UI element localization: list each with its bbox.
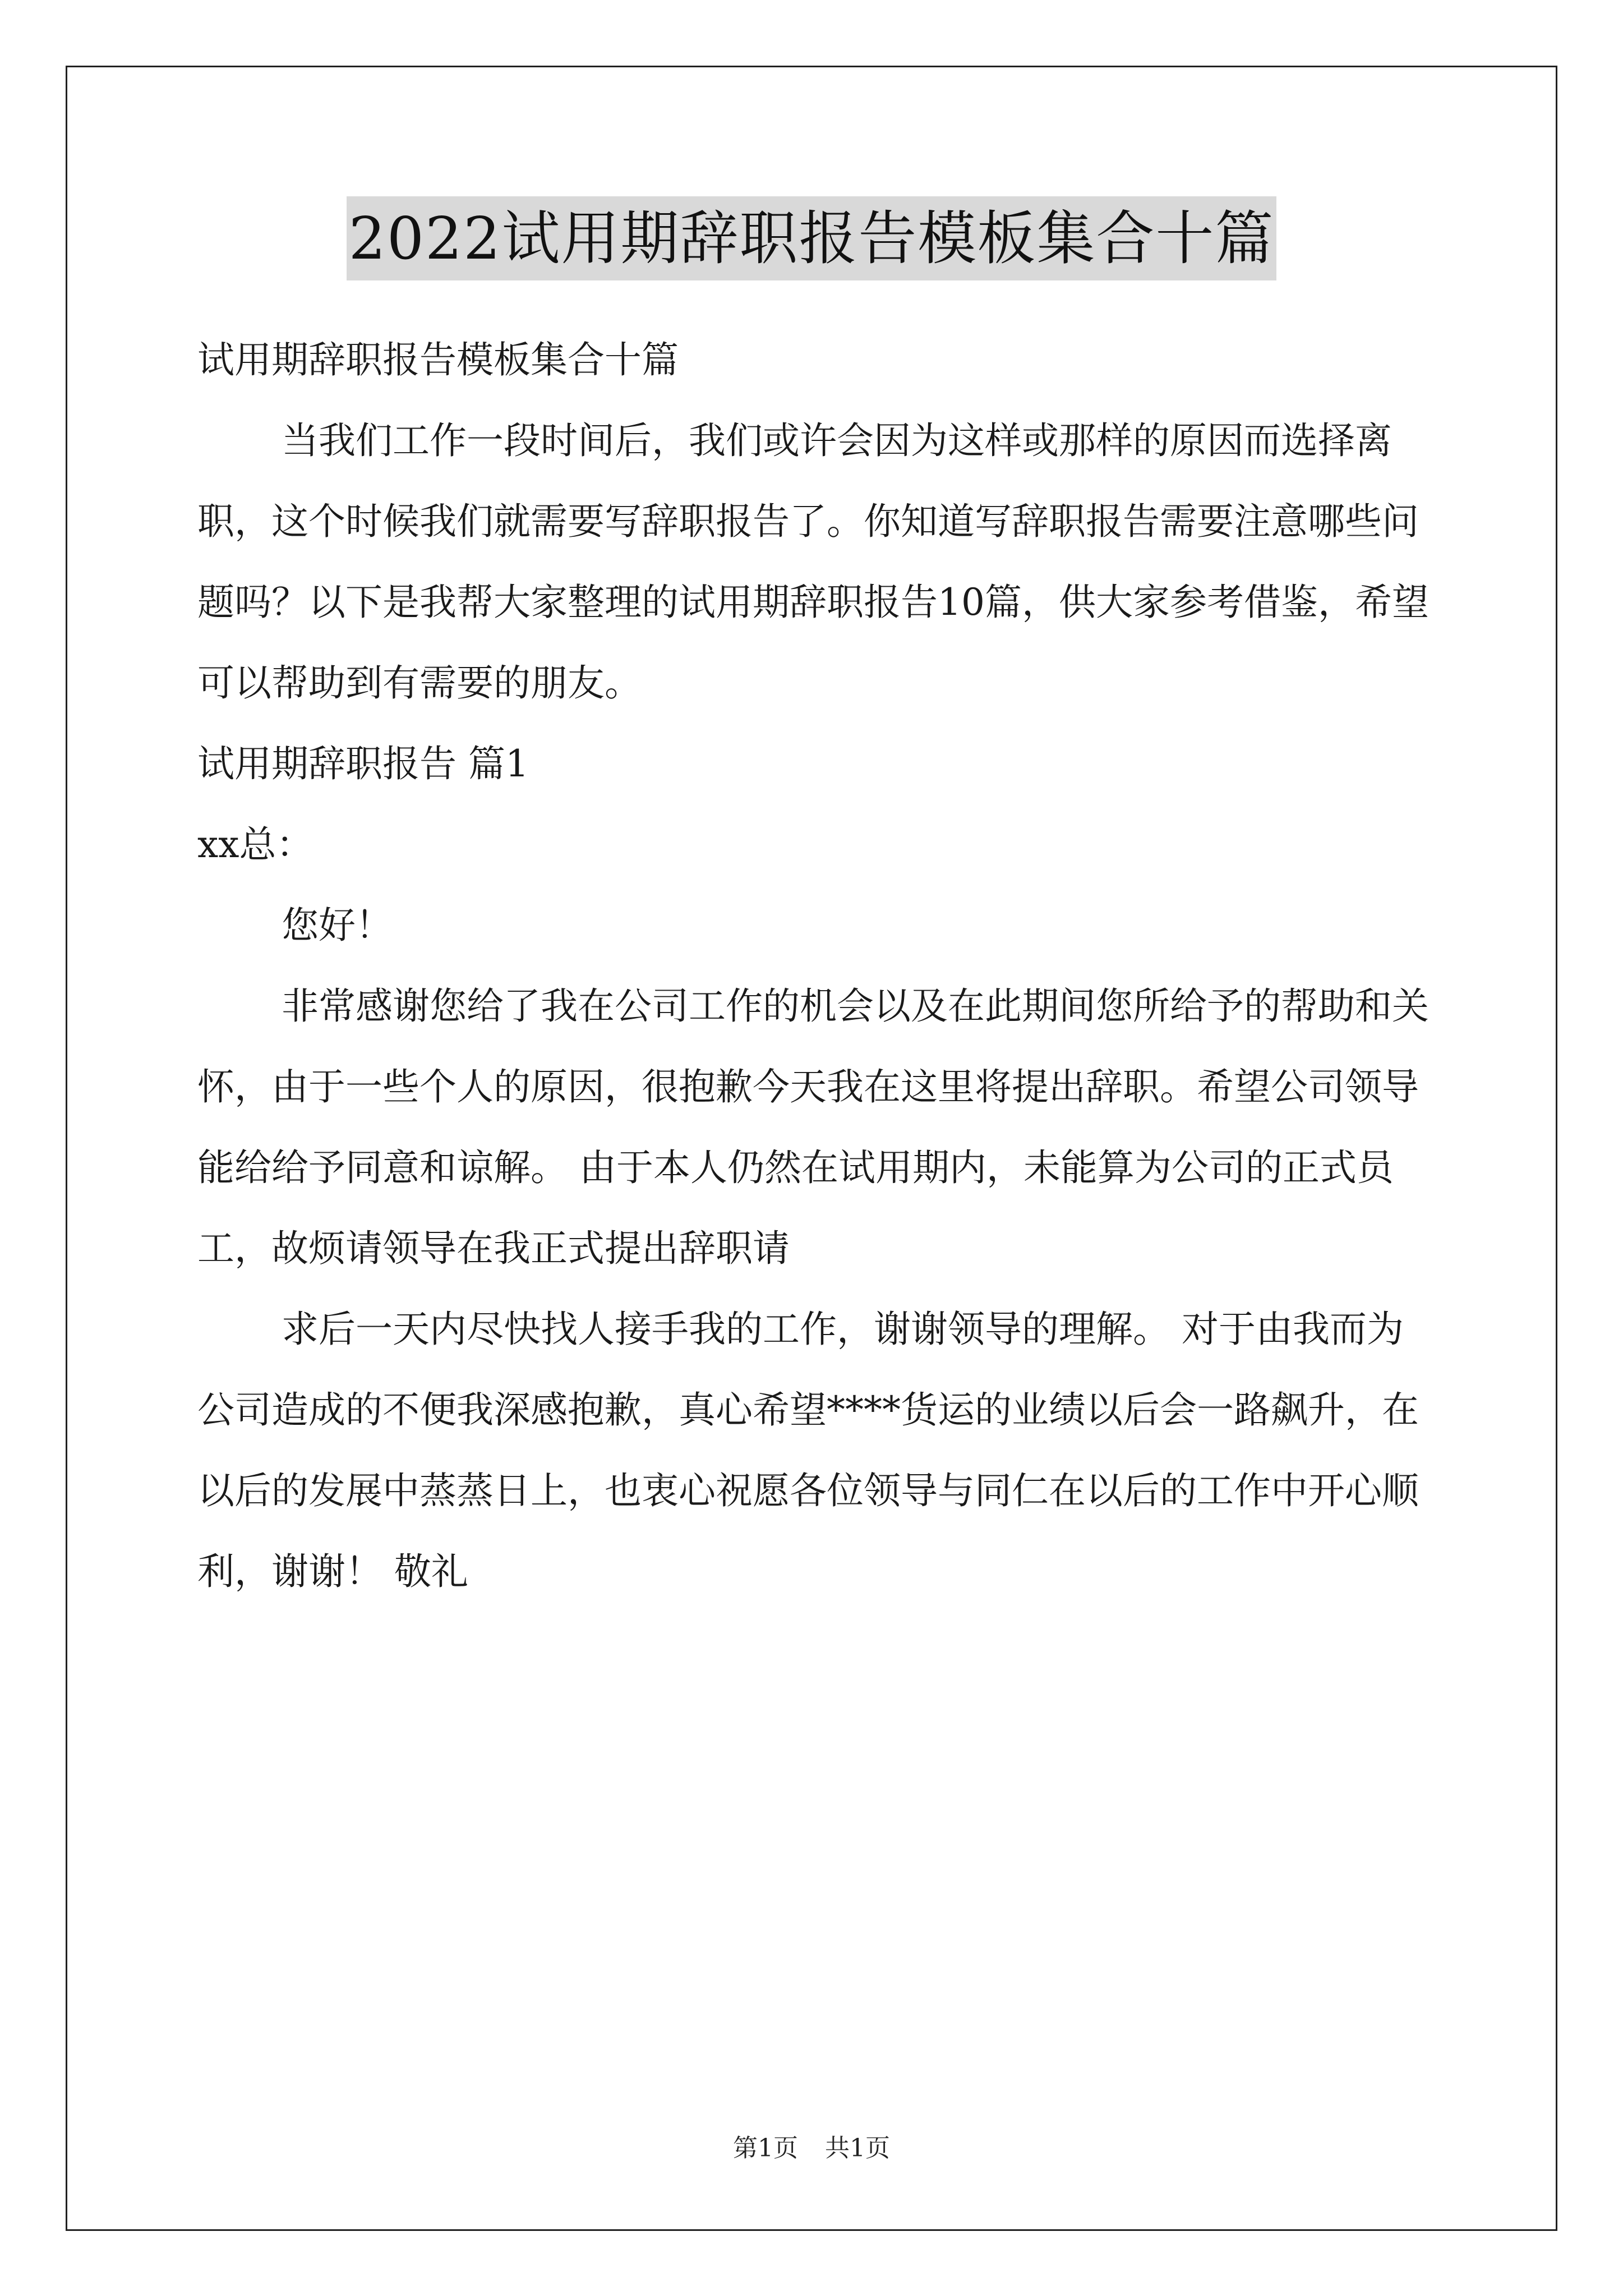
subtitle-paragraph: 试用期辞职报告模板集合十篇 bbox=[197, 338, 679, 381]
intro-paragraph: 当我们工作一段时间后，我们或许会因为这样或那样的原因而选择离职，这个时候我们就需要写辞职报告了。你知道写辞职报告需要注意哪些问题吗？以下是我帮大家整理的试用期辞职报告10篇，供大家参考借鉴，希望可以帮助到有需要的朋友。 bbox=[197, 419, 1429, 705]
page-footer bbox=[0, 2132, 1623, 2165]
document-body bbox=[197, 320, 1431, 1612]
page-number-total: 共1页 bbox=[825, 2134, 890, 2162]
salutation: xx总： bbox=[197, 823, 313, 866]
body-paragraph-1: 非常感谢您给了我在公司工作的机会以及在此期间您所给予的帮助和关怀，由于一些个人的原因，很抱歉今天我在这里将提出辞职。希望公司领导能给给予同意和谅解。 由于本人仍然在试用期内，未能算为公司的正式员工，故烦请领导在我正式提出辞职请 bbox=[197, 984, 1429, 1270]
page-number-current: 第1页 bbox=[733, 2134, 798, 2162]
section-heading: 试用期辞职报告 篇1 bbox=[197, 742, 529, 785]
greeting: 您好！ bbox=[282, 904, 393, 947]
document-title: 2022试用期辞职报告模板集合十篇 bbox=[347, 196, 1277, 280]
title-container bbox=[0, 196, 1623, 280]
body-paragraph-2: 求后一天内尽快找人接手我的工作，谢谢领导的理解。 对于由我而为公司造成的不便我深感抱歉，真心希望****货运的业绩以后会一路飙升，在以后的发展中蒸蒸日上，也衷心祝愿各位领导与同仁在以后的工作中开心顺利，谢谢！ 敬礼 bbox=[197, 1308, 1419, 1593]
